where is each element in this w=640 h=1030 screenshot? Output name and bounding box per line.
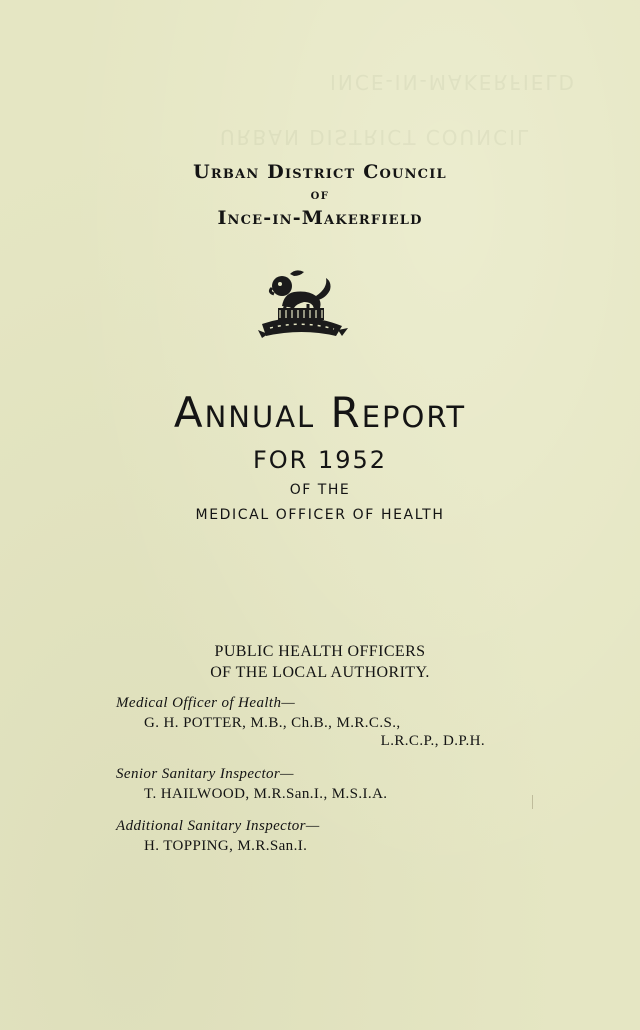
additional-inspector-role: Additional Sanitary Inspector— xyxy=(116,818,320,834)
officers-heading: PUBLIC HEALTH OFFICERS xyxy=(214,643,426,660)
officers-subheading: OF THE LOCAL AUTHORITY. xyxy=(210,664,430,681)
show-through-text: INCE-IN-MAKERFIELD xyxy=(330,70,576,94)
report-of-the: OF THE xyxy=(289,482,351,498)
moh-name: G. H. POTTER, M.B., Ch.B., M.R.C.S., xyxy=(144,715,401,731)
moh-role: Medical Officer of Health— xyxy=(116,695,296,711)
paper-mark xyxy=(532,795,533,809)
moh-qualifications: L.R.C.P., D.P.H. xyxy=(380,733,485,749)
senior-inspector-role: Senior Sanitary Inspector— xyxy=(116,766,294,782)
council-of: of xyxy=(310,187,330,203)
council-name: Urban District Council xyxy=(193,161,447,183)
additional-inspector-name: H. TOPPING, M.R.San.I. xyxy=(144,838,308,854)
senior-inspector-name: T. HAILWOOD, M.R.San.I., M.S.I.A. xyxy=(144,786,388,802)
report-title: Annual Report xyxy=(173,388,467,437)
council-place: Ince-in-Makerfield xyxy=(217,207,423,229)
lion-crest-icon xyxy=(256,268,348,342)
show-through-text: URBAN DISTRICT COUNCIL xyxy=(220,125,531,149)
report-year: FOR 1952 xyxy=(252,446,388,474)
report-officer: MEDICAL OFFICER OF HEALTH xyxy=(195,507,445,523)
